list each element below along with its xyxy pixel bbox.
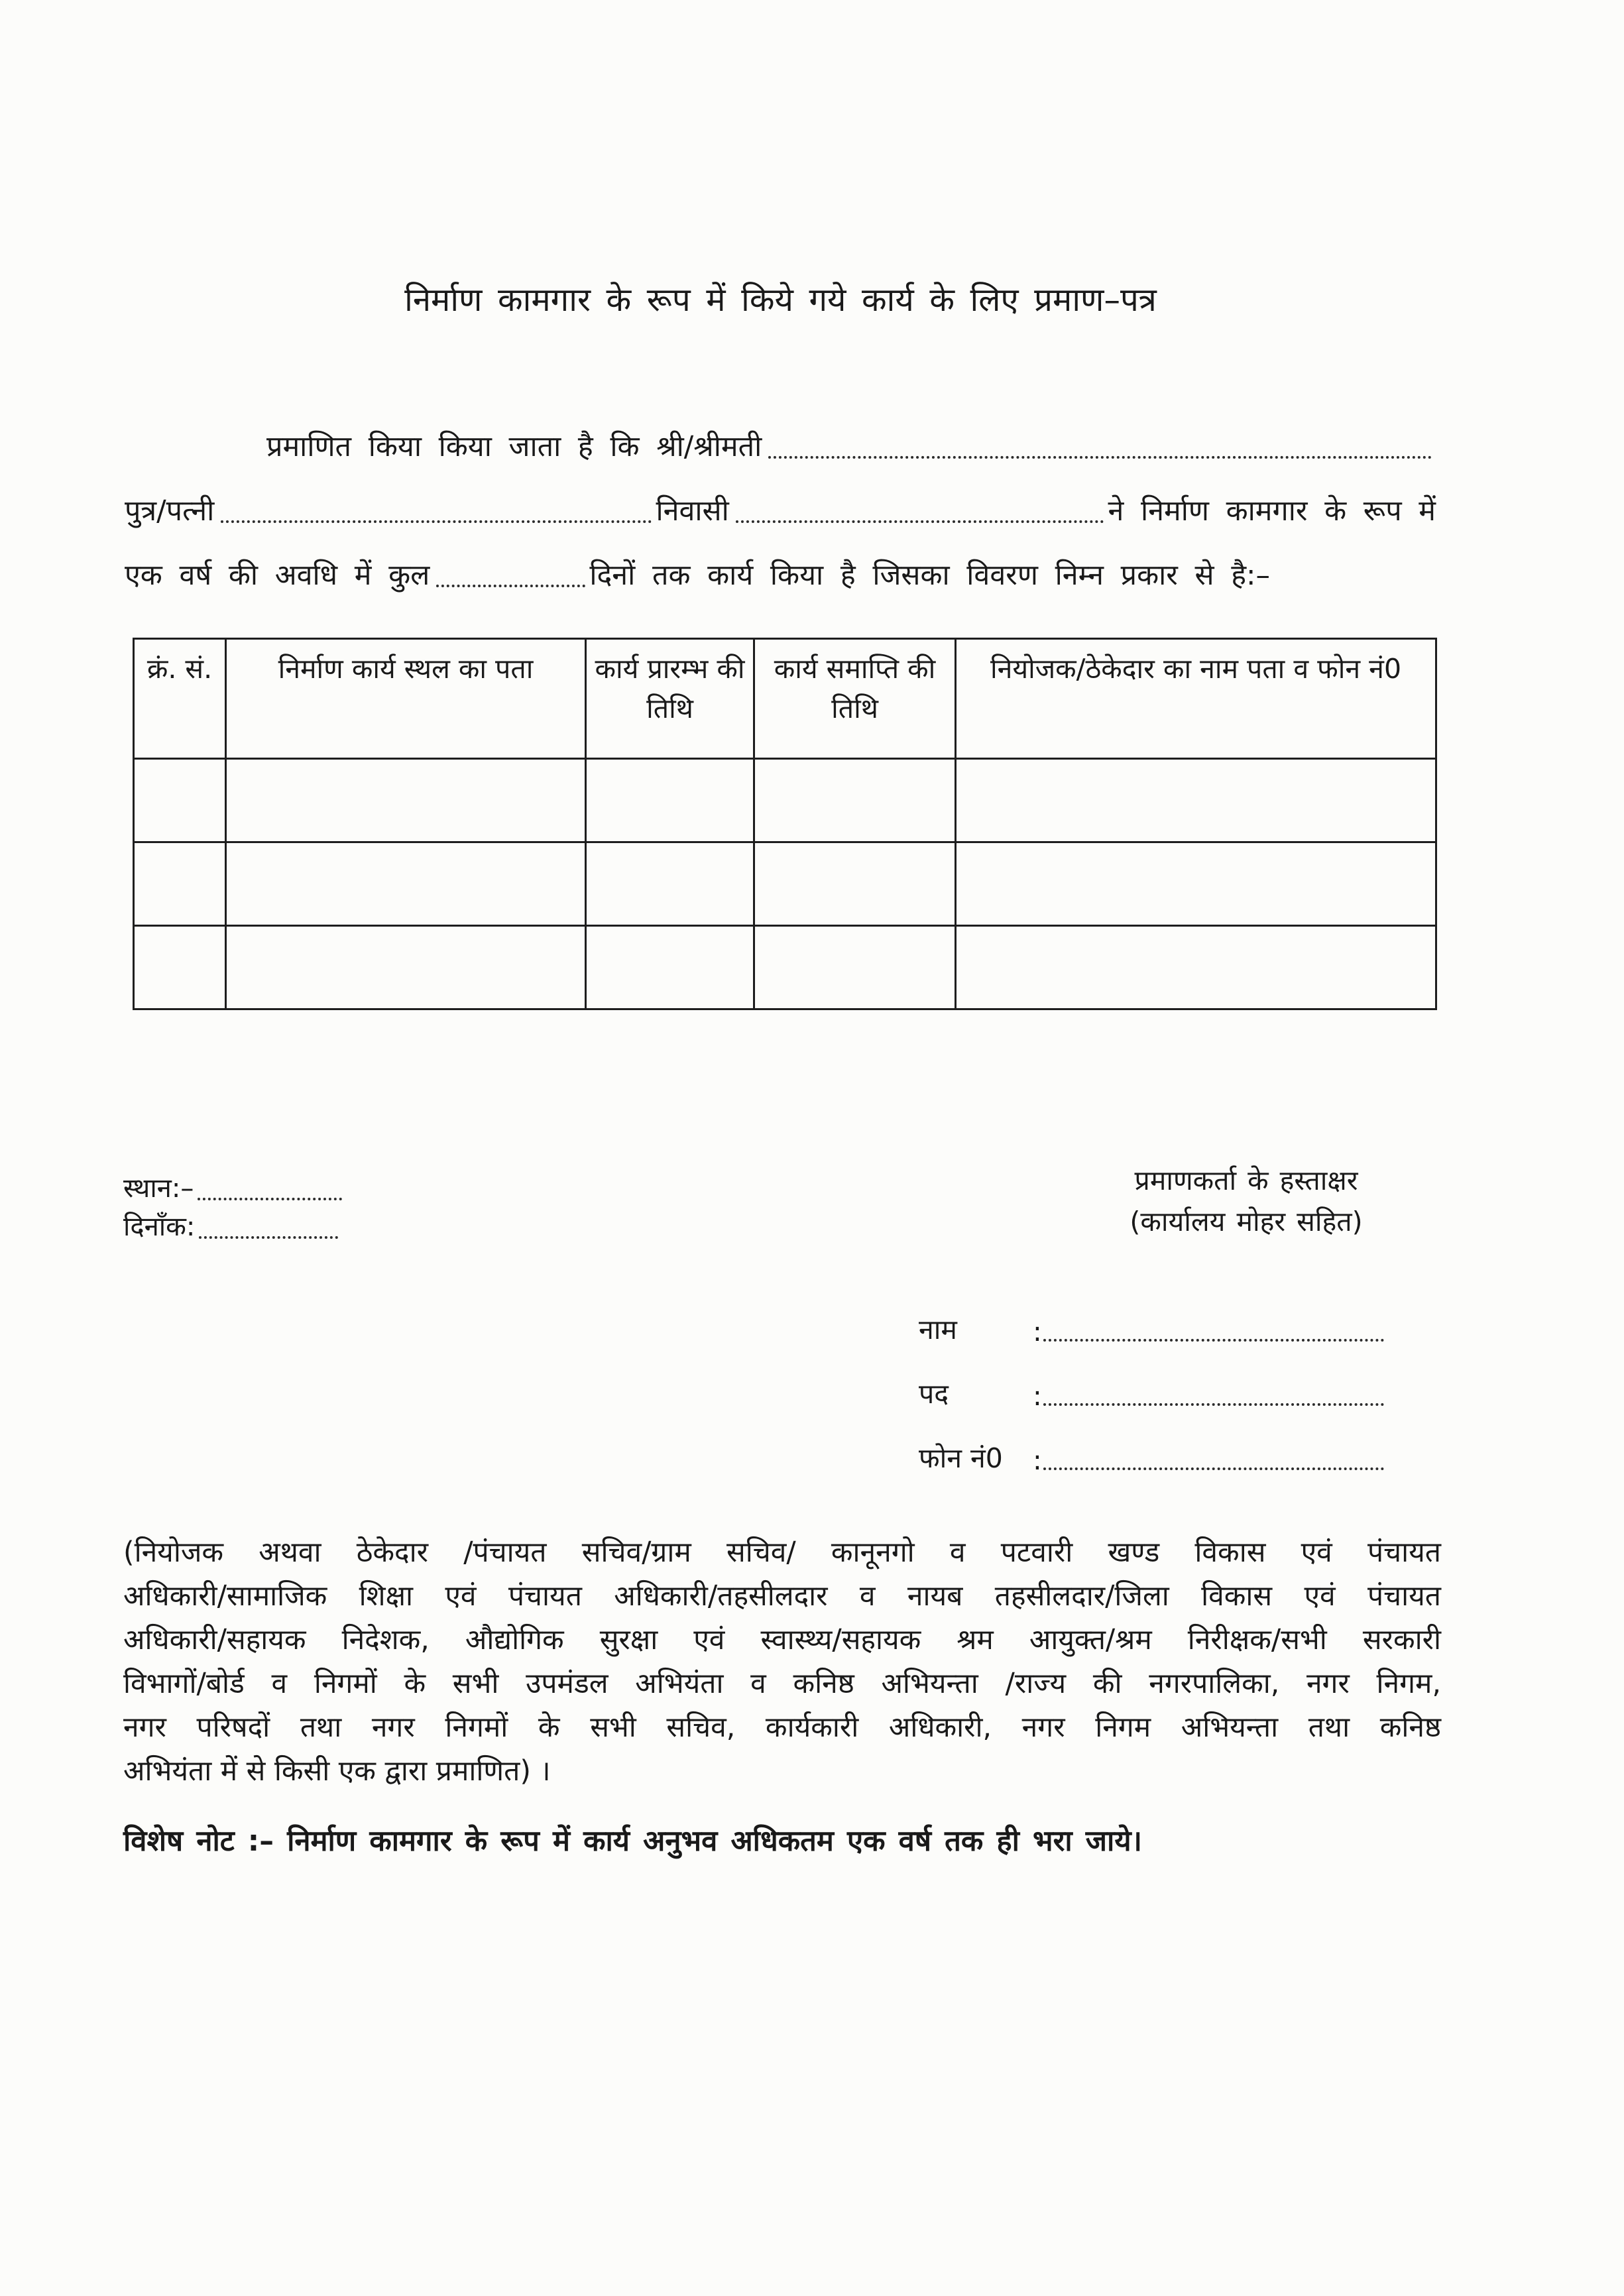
column-header-site-address: निर्माण कार्य स्थल का पता <box>226 639 586 759</box>
note-line: अधिकारी/सहायक निदेशक, औद्योगिक सुरक्षा एवं स्वास्थ्य/सहायक श्रम आयुक्त/श्रम निरीक्षक/सभी सरकारी <box>123 1624 1441 1656</box>
table-cell <box>226 842 586 926</box>
phone-field-row <box>919 1412 1384 1476</box>
column-header-employer-details: नियोजक/ठेकेदार का नाम पता व फोन नं0 <box>956 639 1436 759</box>
table-cell <box>754 759 956 842</box>
intro-line-2 <box>125 465 1436 529</box>
name-blank-line <box>1043 1339 1384 1342</box>
certifier-signature-heading <box>1090 1160 1402 1242</box>
residence-blank <box>736 520 1104 523</box>
column-header-start-date: कार्य प्रारम्भ की तिथि <box>586 639 754 759</box>
place-blank <box>198 1198 342 1200</box>
relation-label: पुत्र/पत्नी <box>125 494 215 528</box>
place-label: स्थान:– <box>123 1173 194 1204</box>
note-line: अधिकारी/सामाजिक शिक्षा एवं पंचायत अधिकारी/तहसीलदार व नायब तहसीलदार/जिला विकास एवं पंचायत <box>123 1580 1441 1613</box>
table-cell <box>956 759 1436 842</box>
table-cell <box>586 926 754 1009</box>
resident-label: निवासी <box>656 494 729 528</box>
work-details-table <box>133 638 1437 1010</box>
name-label: नाम <box>919 1314 957 1346</box>
column-header-serial-no: क्रं. सं. <box>134 639 226 759</box>
signature-line-1: प्रमाणकर्ता के हस्ताक्षर <box>1134 1165 1358 1196</box>
date-row <box>123 1205 494 1243</box>
place-date-block <box>123 1167 494 1243</box>
place-row <box>123 1167 494 1205</box>
phone-colon: : <box>1033 1444 1042 1476</box>
intro-paragraph <box>125 400 1436 593</box>
table-cell <box>956 926 1436 1009</box>
intro-line-2-tail: ने निर्माण कामगार के रूप में <box>1108 494 1436 528</box>
intro-line-1 <box>125 400 1436 465</box>
intro-line-3 <box>125 529 1436 593</box>
table-cell <box>586 842 754 926</box>
name-colon: : <box>1033 1316 1042 1348</box>
table-cell <box>226 759 586 842</box>
name-field-row <box>919 1283 1384 1348</box>
phone-blank-line <box>1043 1467 1384 1470</box>
designation-field-row <box>919 1348 1384 1412</box>
note-line: अभियंता में से किसी एक द्वारा प्रमाणित) । <box>123 1755 551 1788</box>
father-husband-name-blank <box>221 520 652 523</box>
intro-line-3-tail: दिनों तक कार्य किया है जिसका विवरण निम्न प्रकार से है:– <box>589 559 1271 592</box>
certifier-detail-fields <box>919 1283 1384 1476</box>
note-line: नगर परिषदों तथा नगर निगमों के सभी सचिव, कार्यकारी अधिकारी, नगर निगम अभियन्ता तथा कनिष्ठ <box>123 1711 1441 1744</box>
office-seal-note: (कार्यालय मोहर सहित) <box>1130 1206 1363 1237</box>
designation-colon: : <box>1033 1380 1042 1412</box>
table-row <box>134 759 1436 842</box>
date-label: दिनाँक: <box>123 1212 196 1242</box>
date-blank <box>199 1236 338 1239</box>
table-cell <box>956 842 1436 926</box>
table-row <box>134 926 1436 1009</box>
column-header-end-date: कार्य समाप्ति की तिथि <box>754 639 956 759</box>
table-cell <box>134 842 226 926</box>
phone-label: फोन नं0 <box>919 1442 1003 1474</box>
certifier-list-note <box>123 1531 1441 1794</box>
document-title: निर्माण कामगार के रूप में किये गये कार्य के लिए प्रमाण–पत्र <box>404 281 1157 319</box>
days-count-blank <box>436 585 585 587</box>
table-cell <box>586 759 754 842</box>
designation-label: पद <box>919 1378 949 1410</box>
note-line: विभागों/बोर्ड व निगमों के सभी उपमंडल अभियंता व कनिष्ठ अभियन्ता /राज्य की नगरपालिका, नगर निगम, <box>123 1668 1441 1700</box>
intro-line-1-text: प्रमाणित किया किया जाता है कि श्री/श्रीमती <box>266 430 762 463</box>
table-row <box>134 842 1436 926</box>
table-cell <box>134 926 226 1009</box>
designation-blank-line <box>1043 1403 1384 1406</box>
worker-name-blank <box>768 456 1432 459</box>
intro-line-3-lead: एक वर्ष की अवधि में कुल <box>125 559 430 592</box>
note-line: (नियोजक अथवा ठेकेदार /पंचायत सचिव/ग्राम सचिव/ कानूनगो व पटवारी खण्ड विकास एवं पंचायत <box>123 1536 1441 1569</box>
table-cell <box>134 759 226 842</box>
table-cell <box>226 926 586 1009</box>
special-note: विशेष नोट :– निर्माण कामगार के रूप में कार्य अनुभव अधिकतम एक वर्ष तक ही भरा जाये। <box>123 1825 1143 1858</box>
table-cell <box>754 926 956 1009</box>
table-header-row <box>134 639 1436 759</box>
table-cell <box>754 842 956 926</box>
